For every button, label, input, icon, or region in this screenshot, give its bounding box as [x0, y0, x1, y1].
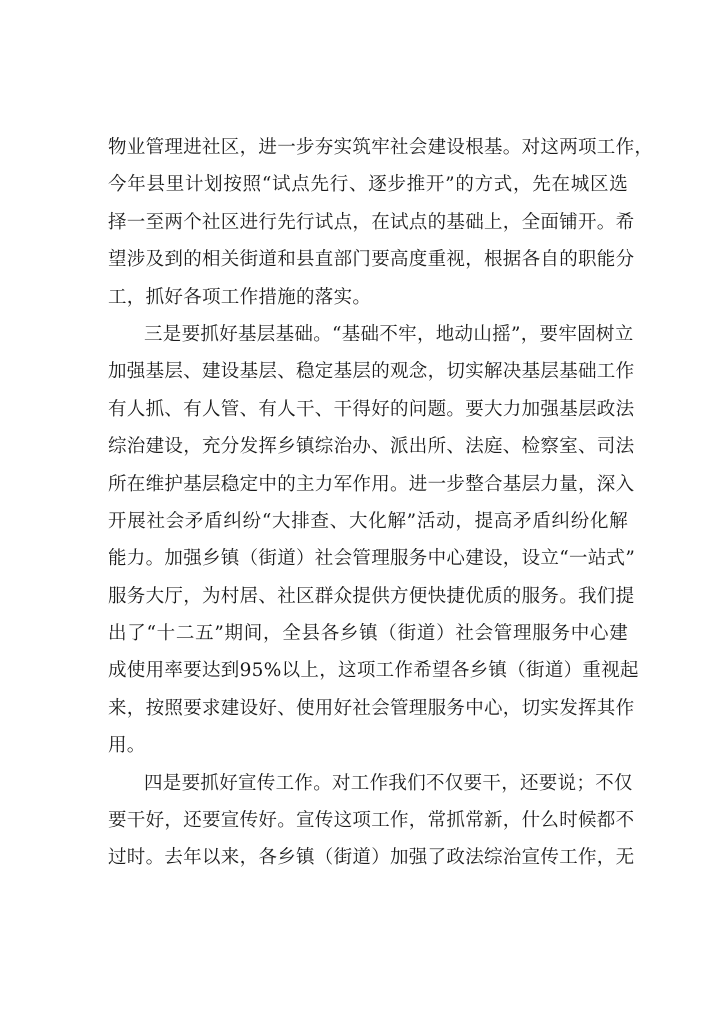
text-line: 要干好，还要宣传好。宣传这项工作，常抓常新，什么时候都不	[108, 810, 635, 832]
text-line: 来，按照要求建设好、使用好社会管理服务中心，切实发挥其作	[108, 697, 635, 719]
body-text	[108, 129, 654, 877]
text-line: 加强基层、建设基层、稳定基层的观念，切实解决基层基础工作	[108, 361, 635, 383]
text-line: 四是要抓好宣传工作。对工作我们不仅要干，还要说；不仅	[144, 772, 633, 794]
text-line: 有人抓、有人管、有人干、干得好的问题。要大力加强基层政法	[108, 398, 635, 420]
text-line: 服务大厅，为村居、社区群众提供方便快捷优质的服务。我们提	[108, 585, 635, 607]
text-line: 成使用率要达到95%以上，这项工作希望各乡镇（街道）重视起	[108, 660, 639, 682]
text-line: 物业管理进社区，进一步夯实筑牢社会建设根基。对这两项工作，	[108, 137, 654, 158]
text-line: 所在维护基层稳定中的主力军作用。进一步整合基层力量，深入	[108, 473, 635, 495]
text-line: 能力。加强乡镇（街道）社会管理服务中心建设，设立“一站式”	[108, 548, 636, 570]
text-line: 用。	[108, 735, 146, 757]
text-line: 望涉及到的相关街道和县直部门要高度重视，根据各自的职能分	[108, 249, 635, 271]
text-line: 择一至两个社区进行先行试点，在试点的基础上，全面铺开。希	[108, 211, 635, 233]
text-line: 过时。去年以来，各乡镇（街道）加强了政法综治宣传工作，无	[108, 847, 635, 869]
text-line: 三是要抓好基层基础。“基础不牢，地动山摇”，要牢固树立	[144, 323, 634, 345]
text-line: 综治建设，充分发挥乡镇综治办、派出所、法庭、检察室、司法	[108, 436, 635, 458]
text-line: 开展社会矛盾纠纷“大排查、大化解”活动，提高矛盾纠纷化解	[108, 510, 628, 532]
text-line: 出了“十二五”期间，全县各乡镇（街道）社会管理服务中心建	[108, 623, 628, 645]
text-line: 今年县里计划按照“试点先行、逐步推开”的方式，先在城区选	[108, 174, 628, 196]
text-line: 工，抓好各项工作措施的落实。	[108, 286, 372, 308]
